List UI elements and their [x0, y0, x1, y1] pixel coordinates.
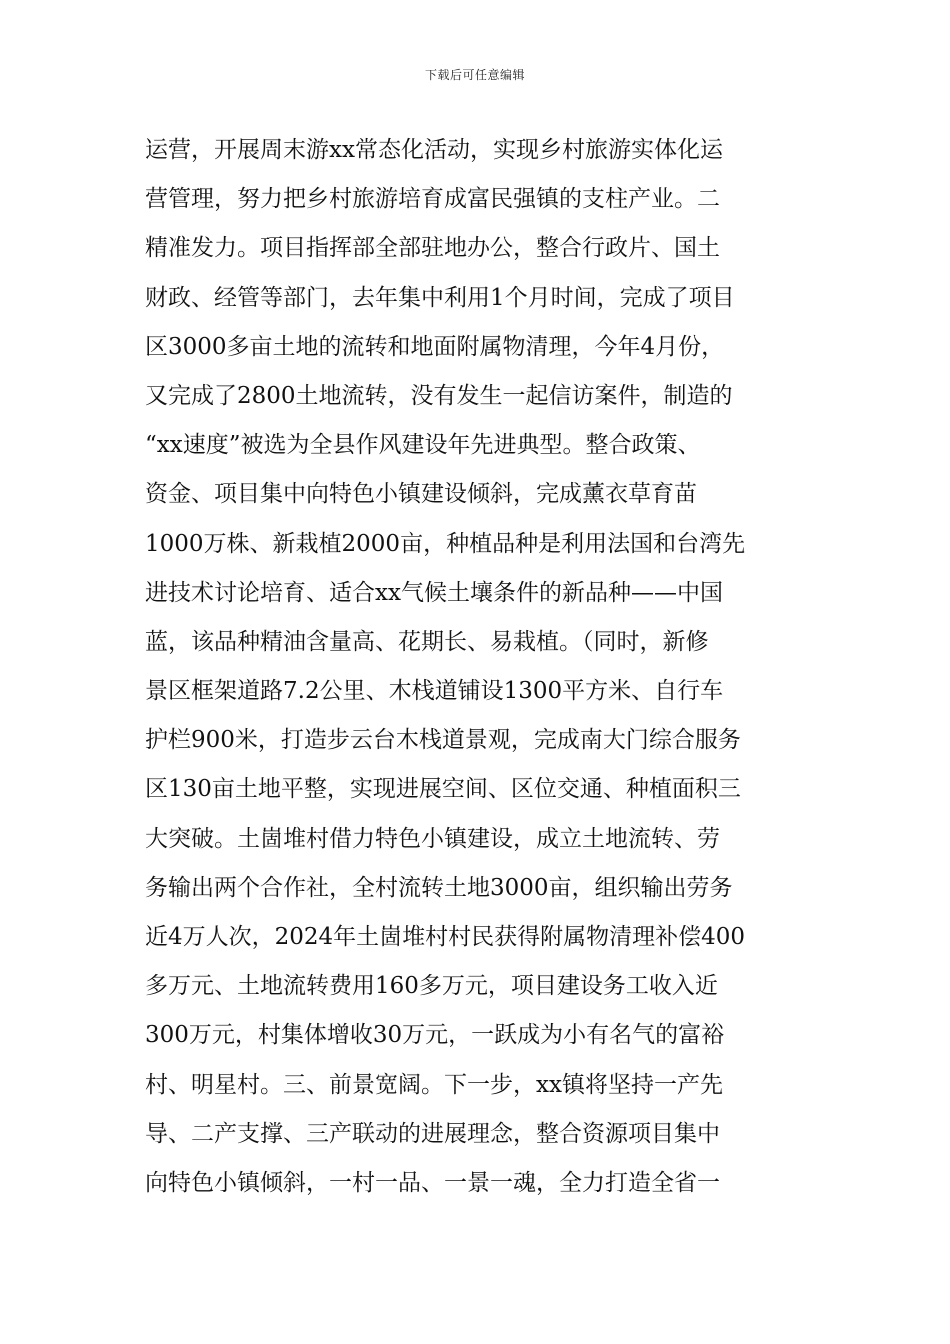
text-line: 大突破。土崮堆村借力特色小镇建设，成立土地流转、劳 — [145, 825, 720, 852]
text-line: 区3000多亩土地的流转和地面附属物清理，今年4月份， — [145, 333, 725, 360]
text-line: 蓝，该品种精油含量高、花期长、易栽植。（同时，新修 — [145, 628, 709, 655]
text-line: 又完成了2800土地流转，没有发生一起信访案件，制造的 — [145, 382, 733, 409]
text-line: 村、明星村。三、前景宽阔。下一步，xx镇将坚持一产先 — [145, 1071, 723, 1098]
text-line: 300万元，村集体增收30万元，一跃成为小有名气的富裕 — [145, 1022, 725, 1049]
text-line: 1000万株、新栽植2000亩，种植品种是利用法国和台湾先 — [145, 530, 746, 557]
text-line: 导、二产支撑、三产联动的进展理念，整合资源项目集中 — [145, 1120, 720, 1147]
text-line: 护栏900米，打造步云台木栈道景观，完成南大门综合服务 — [145, 727, 741, 754]
text-line: 近4万人次，2024年土崮堆村村民获得附属物清理补偿400 — [145, 924, 746, 950]
document-body — [145, 126, 810, 1208]
text-line: “xx速度”被选为全县作风建设年先进典型。整合政策、 — [145, 432, 701, 459]
text-line: 向特色小镇倾斜，一村一品、一景一魂，全力打造全省一 — [145, 1169, 720, 1196]
text-line: 资金、项目集中向特色小镇建设倾斜，完成薰衣草育苗 — [145, 481, 697, 508]
text-line: 多万元、土地流转费用160多万元，项目建设务工收入近 — [145, 973, 718, 1000]
text-line: 区130亩土地平整，实现进展空间、区位交通、种植面积三 — [145, 776, 741, 803]
text-line: 财政、经管等部门，去年集中利用1个月时间，完成了项目 — [145, 284, 735, 311]
text-line: 运营，开展周末游xx常态化活动，实现乡村旅游实体化运 — [145, 137, 723, 163]
text-line: 进技术讨论培育、适合xx气候土壤条件的新品种——中国 — [145, 579, 723, 606]
page-header: 下载后可任意编辑 — [424, 68, 525, 82]
text-line: 精准发力。项目指挥部全部驻地办公，整合行政片、国土 — [145, 235, 720, 262]
text-line: 务输出两个合作社，全村流转土地3000亩，组织输出劳务 — [145, 874, 733, 901]
text-line: 营管理，努力把乡村旅游培育成富民强镇的支柱产业。二 — [145, 186, 720, 213]
text-line: 景区框架道路7.2公里、木栈道铺设1300平方米、自行车 — [145, 678, 724, 705]
